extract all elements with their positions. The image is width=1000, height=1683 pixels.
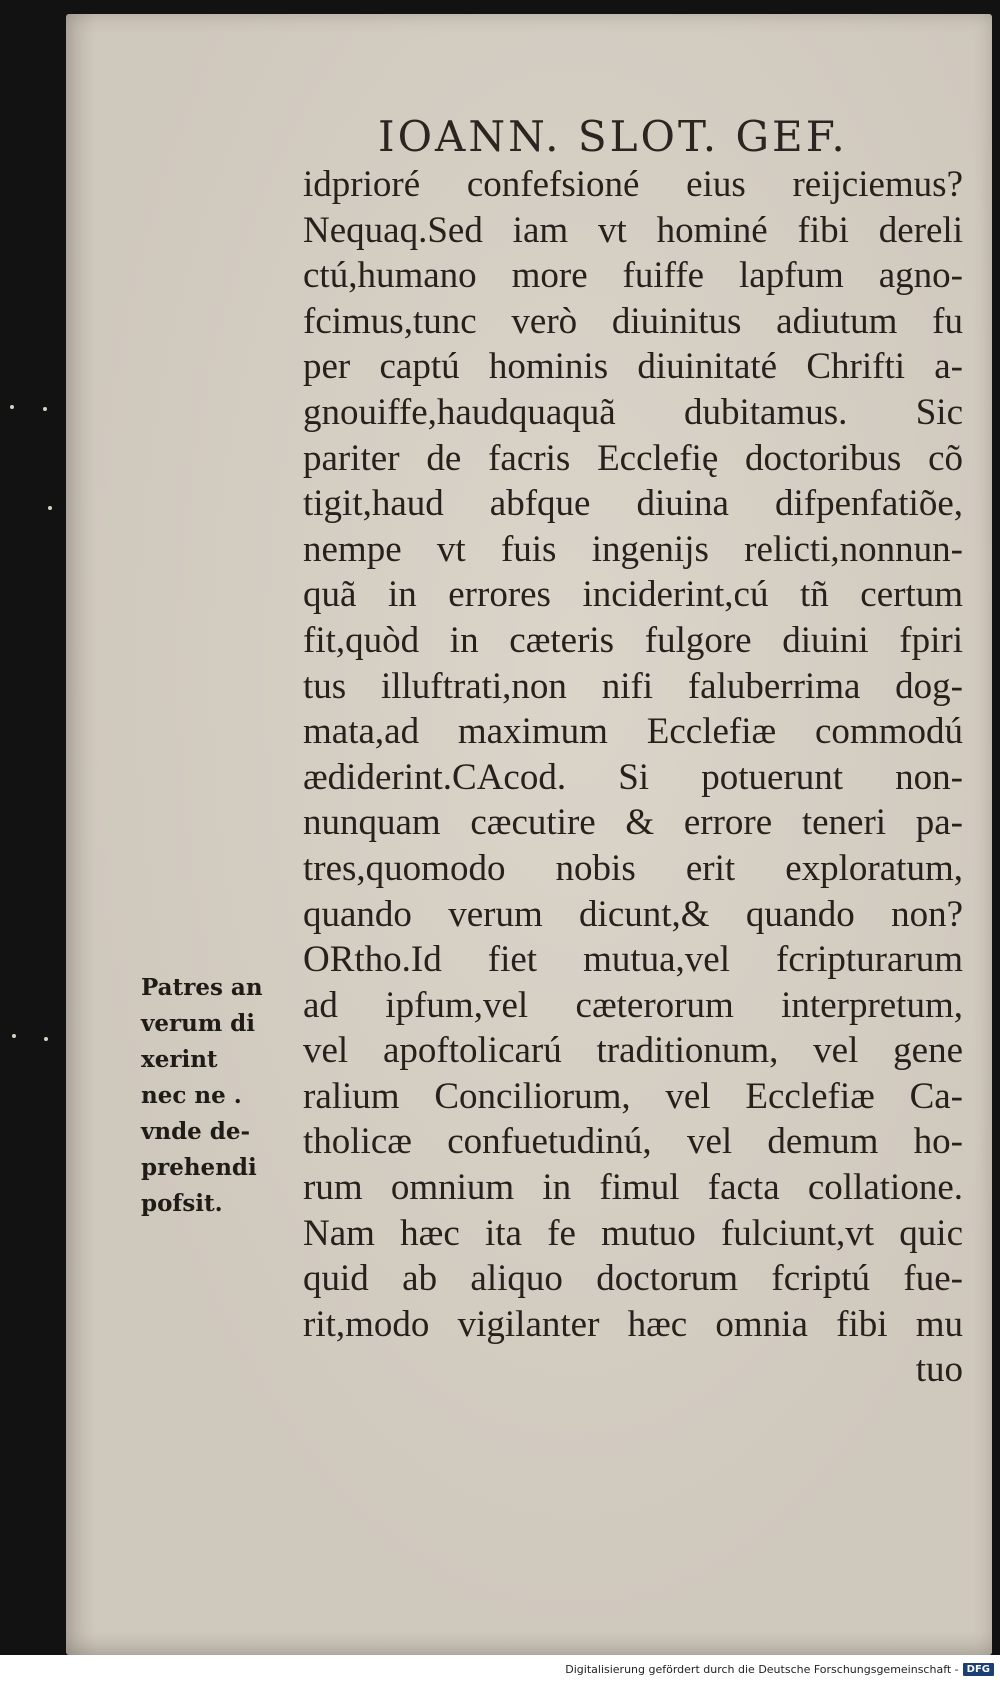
text-line: tigit,haud abfque diuina difpenfatiõe,: [303, 483, 963, 525]
text-line: ORtho.Id fiet mutua,vel fcripturarum: [303, 939, 963, 981]
running-head: IOANN. SLOT. GEF.: [378, 112, 848, 161]
margin-note-line: vnde de-: [141, 1118, 251, 1145]
body-text: [303, 162, 963, 1393]
text-line: idprioré confefsioné eius reijciemus?: [303, 164, 963, 205]
text-line: rit,modo vigilanter hæc omnia fibi mu: [303, 1303, 963, 1345]
text-line: quando verum dicunt,& quando non?: [303, 893, 963, 935]
text-line: fcimus,tunc verò diuinitus adiutum fu: [303, 300, 963, 342]
margin-note-line: Patres an: [141, 974, 263, 1001]
binding-hole: [12, 1034, 16, 1038]
margin-note: [141, 970, 286, 1222]
binding-hole: [44, 1037, 48, 1041]
text-line: tholicæ confuetudinú, vel demum ho-: [303, 1121, 963, 1163]
text-line: nunquam cæcutire & errore teneri pa-: [303, 802, 963, 844]
margin-note-line: nec ne .: [141, 1082, 242, 1109]
binding-hole: [10, 405, 14, 409]
text-line: quid ab aliquo doctorum fcriptú fue-: [303, 1258, 963, 1300]
text-line: vel apoftolicarú traditionum, vel gene: [303, 1030, 963, 1072]
text-line: ædiderint.CAcod. Si potuerunt non-: [303, 756, 963, 798]
text-line: tus illuftrati,non nifi faluberrima dog-: [303, 665, 963, 707]
text-line: pariter de facris Ecclefię doctoribus cõ: [303, 437, 963, 479]
footer-credit: Digitalisierung gefördert durch die Deutsche Forschungsgemeinschaft -: [565, 1663, 959, 1676]
catchword: tuo: [915, 1349, 963, 1391]
binding-hole: [48, 506, 52, 510]
text-line: ralium Conciliorum, vel Ecclefiæ Ca-: [303, 1075, 963, 1117]
dfg-logo: DFG: [963, 1663, 994, 1676]
margin-note-line: prehendi: [141, 1154, 257, 1181]
text-line: nempe vt fuis ingenijs relicti,nonnun-: [303, 528, 963, 570]
margin-note-line: verum di: [141, 1010, 256, 1037]
text-line: Nequaq.Sed iam vt hominé fibi dereli: [303, 209, 963, 251]
text-line: mata,ad maximum Ecclefiæ commodú: [303, 711, 963, 753]
margin-note-line: xerint: [141, 1046, 218, 1073]
binding-hole: [43, 407, 47, 411]
text-line: per captú hominis diuinitaté Chrifti a-: [303, 346, 963, 388]
digitization-footer: [565, 1663, 994, 1676]
text-line: fit,quòd in cæteris fulgore diuini fpiri: [303, 619, 963, 661]
margin-note-line: pofsit.: [141, 1190, 223, 1217]
text-line: tres,quomodo nobis erit exploratum,: [303, 847, 963, 889]
text-line: ad ipfum,vel cæterorum interpretum,: [303, 984, 963, 1026]
text-line: rum omnium in fimul facta collatione.: [303, 1167, 963, 1209]
text-line: Nam hæc ita fe mutuo fulciunt,vt quic: [303, 1212, 963, 1254]
text-line: ctú,humano more fuiffe lapfum agno-: [303, 255, 963, 297]
text-line: quã in errores inciderint,cú tñ certum: [303, 574, 963, 616]
text-line: gnouiffe,haudquaquã dubitamus. Sic: [303, 391, 963, 433]
